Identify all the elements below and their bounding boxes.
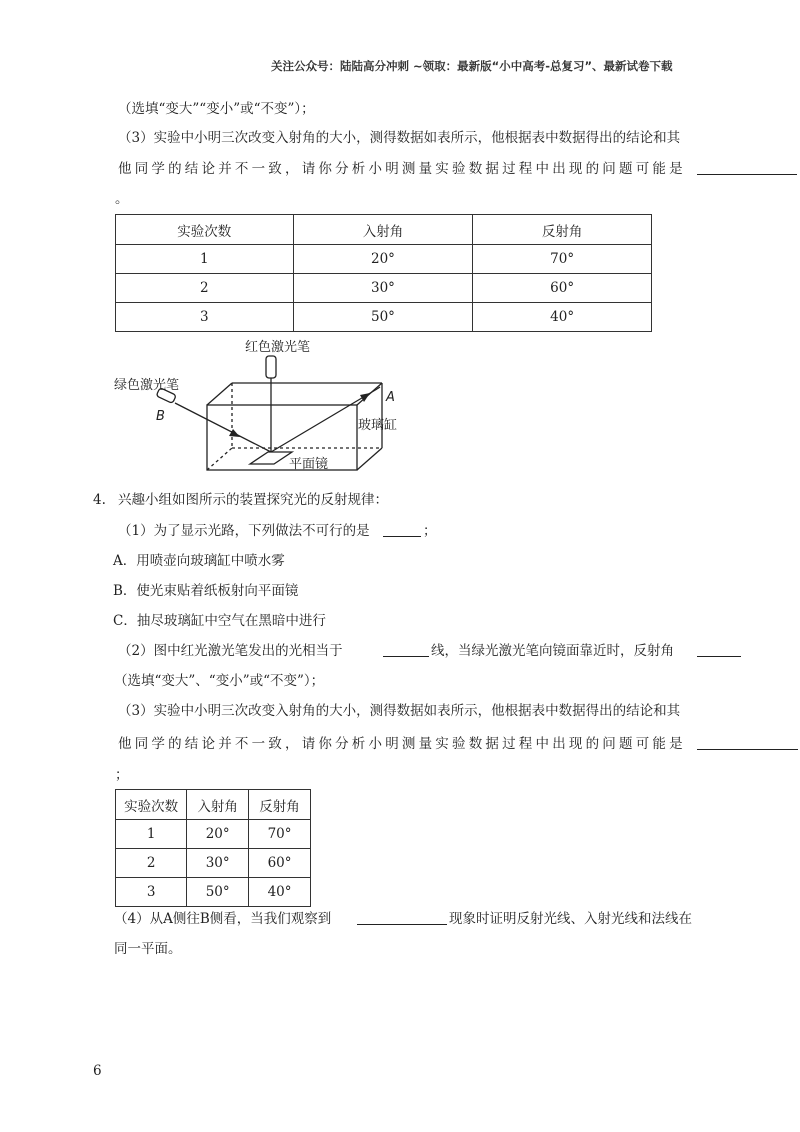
part4-text-b: 现象时证明反射光线、入射光线和法线在: [449, 911, 692, 927]
table-cell: 70°: [473, 245, 652, 274]
table-header: 反射角: [473, 215, 652, 245]
select-hint: （选填“变大”“变小”或“不变”）；: [118, 101, 315, 117]
table-cell: 30°: [187, 849, 249, 878]
table-cell: 70°: [249, 820, 311, 849]
table-cell: 3: [116, 878, 187, 907]
red-laser-pen: [266, 356, 276, 378]
label-b: B: [156, 409, 165, 424]
part2-text-b: 线，当绿光激光笔向镜面靠近时，反射角: [431, 643, 674, 659]
table-cell: 50°: [293, 303, 473, 332]
mirror-label: 平面镜: [289, 457, 329, 472]
table-cell: 1: [116, 245, 294, 274]
label-a: A: [386, 390, 395, 405]
part3-end: ；: [115, 767, 129, 783]
plane-mirror: [250, 452, 292, 464]
option-a: A．用喷壶向玻璃缸中喷水雾: [113, 553, 285, 569]
part1-answer-blank[interactable]: [383, 522, 421, 537]
green-laser-label: 绿色激光笔: [114, 378, 180, 393]
page-header: 关注公众号：陆陆高分冲刺 ~领取：最新版“小中高考-总复习”、最新试卷下载: [271, 59, 673, 73]
table-cell: 60°: [473, 274, 652, 303]
q3-line2: 他同学的结论并不一致，请你分析小明测量实验数据过程中出现的问题可能是: [118, 161, 686, 177]
part2-text-a: （2）图中红光激光笔发出的光相当于: [118, 643, 343, 659]
glass-tank-label: 玻璃缸: [358, 418, 398, 433]
table-cell: 40°: [249, 878, 311, 907]
red-laser-label: 红色激光笔: [245, 340, 311, 355]
part2-select-hint: （选填“变大”、“变小”或“不变”）；: [114, 673, 325, 689]
part3-line1: （3）实验中小明三次改变入射角的大小，测得数据如表所示，他根据表中数据得出的结论和其: [118, 703, 681, 719]
part4-line2: 同一平面。: [114, 941, 182, 957]
table-cell: 20°: [187, 820, 249, 849]
table-cell: 50°: [187, 878, 249, 907]
question-stem: 兴趣小组如图所示的装置探究光的反射规律：: [118, 492, 388, 508]
table-header: 入射角: [187, 790, 249, 820]
table-cell: 40°: [473, 303, 652, 332]
part2-answer-blank-1[interactable]: [383, 642, 429, 657]
table-cell: 2: [116, 274, 294, 303]
table-cell: 60°: [249, 849, 311, 878]
table-cell: 1: [116, 820, 187, 849]
question-number: 4.: [93, 492, 106, 508]
option-b: B．使光束贴着纸板射向平面镜: [113, 583, 299, 599]
part3-answer-blank[interactable]: [697, 735, 798, 750]
q3-end: 。: [115, 191, 129, 207]
table-header: 入射角: [293, 215, 473, 245]
table-cell: 3: [116, 303, 294, 332]
table-cell: 2: [116, 849, 187, 878]
table-header: 实验次数: [116, 215, 294, 245]
q3-line1: （3）实验中小明三次改变入射角的大小，测得数据如表所示，他根据表中数据得出的结论和其: [118, 130, 681, 146]
part4-text-a: （4）从A侧往B侧看，当我们观察到: [114, 911, 332, 927]
table-cell: 30°: [293, 274, 473, 303]
part2-answer-blank-2[interactable]: [697, 642, 741, 657]
table-header: 反射角: [249, 790, 311, 820]
green-laser-pen: [156, 388, 176, 404]
option-c: C．抽尽玻璃缸中空气在黑暗中进行: [113, 613, 326, 629]
part4-answer-blank[interactable]: [357, 910, 447, 925]
q4-data-table: [115, 789, 311, 907]
part1-end: ；: [423, 523, 437, 539]
table-header: 实验次数: [116, 790, 187, 820]
part1-text: （1）为了显示光路，下列做法不可行的是: [118, 523, 370, 539]
incident-arrow: [229, 429, 240, 437]
page-number: 6: [93, 1063, 102, 1079]
part3-line2: 他同学的结论并不一致，请你分析小明测量实验数据过程中出现的问题可能是: [118, 736, 686, 752]
table-cell: 20°: [293, 245, 473, 274]
